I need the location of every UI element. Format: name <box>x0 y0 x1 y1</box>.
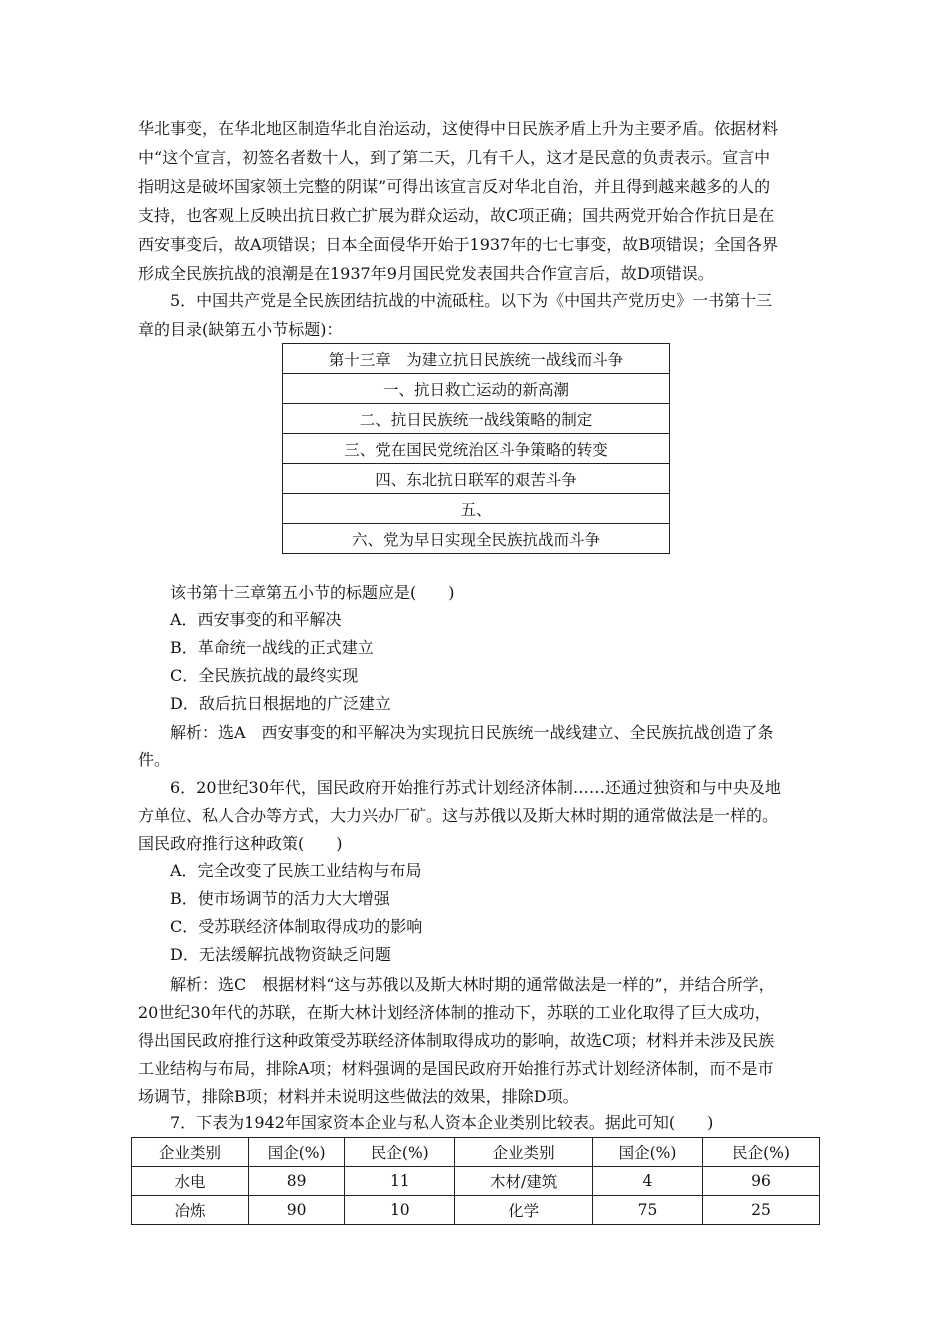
table-cell: 90 <box>248 1196 344 1225</box>
table-header: 国企(%) <box>248 1138 344 1167</box>
table-cell: 25 <box>703 1196 820 1225</box>
option-b: B．使市场调节的活力大大增强 <box>170 889 390 908</box>
question-stem: 方单位、私人合办等方式，大力兴办厂矿。这与苏俄以及斯大林时期的通常做法是一样的。 <box>138 806 779 825</box>
toc-row: 第十三章 为建立抗日民族统一战线而斗争 <box>283 344 670 374</box>
question-stem: 6．20世纪30年代，国民政府开始推行苏式计划经济体制……还通过独资和与中央及地 <box>170 778 781 797</box>
table-cell: 96 <box>703 1167 820 1196</box>
table-header-row <box>132 1138 820 1167</box>
table-row <box>132 1196 820 1225</box>
enterprise-comparison-table <box>131 1137 820 1225</box>
answer-analysis: 得出国民政府推行这种政策受苏联经济体制取得成功的影响，故选C项；材料并未涉及民族 <box>138 1031 775 1050</box>
table-header: 企业类别 <box>455 1138 593 1167</box>
text-line: 指明这是破坏国家领土完整的阴谋”可得出该宣言反对华北自治，并且得到越来越多的人的 <box>138 177 771 196</box>
option-b: B．革命统一战线的正式建立 <box>170 638 374 657</box>
option-a: A．完全改变了民族工业结构与布局 <box>170 861 422 880</box>
answer-analysis: 20世纪30年代的苏联，在斯大林计划经济体制的推动下，苏联的工业化取得了巨大成功， <box>138 1003 771 1022</box>
table-header: 民企(%) <box>703 1138 820 1167</box>
question-stem: 5．中国共产党是全民族团结抗战的中流砥柱。以下为《中国共产党历史》一书第十三 <box>170 291 773 310</box>
toc-row: 四、东北抗日联军的艰苦斗争 <box>283 464 670 494</box>
table-cell: 11 <box>345 1167 455 1196</box>
table-header: 国企(%) <box>592 1138 702 1167</box>
table-cell: 75 <box>592 1196 702 1225</box>
option-d: D．敌后抗日根据地的广泛建立 <box>170 694 391 713</box>
table-row <box>132 1167 820 1196</box>
option-c: C．受苏联经济体制取得成功的影响 <box>170 917 423 936</box>
table-cell: 化学 <box>455 1196 593 1225</box>
text-line: 中“这个宣言，初签名者数十人，到了第二天，几有千人，这才是民意的负责表示。宣言中 <box>138 148 771 167</box>
table-cell: 89 <box>248 1167 344 1196</box>
table-cell: 4 <box>592 1167 702 1196</box>
answer-analysis: 件。 <box>138 750 171 769</box>
option-d: D．无法缓解抗战物资缺乏问题 <box>170 945 391 964</box>
question-stem: 章的目录(缺第五小节标题)： <box>138 320 343 339</box>
toc-row: 六、党为早日实现全民族抗战而斗争 <box>283 524 670 554</box>
question-stem: 国民政府推行这种政策( ) <box>138 834 343 853</box>
toc-row: 二、抗日民族统一战线策略的制定 <box>283 404 670 434</box>
answer-analysis: 解析：选A 西安事变的和平解决为实现抗日民族统一战线建立、全民族抗战创造了条 <box>170 723 774 742</box>
text-line: 形成全民族抗战的浪潮是在1937年9月国民党发表国共合作宣言后，故D项错误。 <box>138 264 714 283</box>
table-header: 民企(%) <box>345 1138 455 1167</box>
table-cell: 10 <box>345 1196 455 1225</box>
table-cell: 水电 <box>132 1167 249 1196</box>
table-cell: 冶炼 <box>132 1196 249 1225</box>
text-line: 西安事变后，故A项错误；日本全面侵华开始于1937年的七七事变，故B项错误；全国各界 <box>138 235 779 254</box>
question-stem: 7．下表为1942年国家资本企业与私人资本企业类别比较表。据此可知( ) <box>170 1113 714 1132</box>
answer-analysis: 场调节，排除B项；材料并未说明这些做法的效果，排除D项。 <box>138 1087 579 1106</box>
answer-analysis: 解析：选C 根据材料“这与苏俄以及斯大林时期的通常做法是一样的”，并结合所学， <box>170 975 775 994</box>
toc-row: 三、党在国民党统治区斗争策略的转变 <box>283 434 670 464</box>
option-c: C．全民族抗战的最终实现 <box>170 666 359 685</box>
table-cell: 木材/建筑 <box>455 1167 593 1196</box>
toc-row: 一、抗日救亡运动的新高潮 <box>283 374 670 404</box>
text-line: 支持，也客观上反映出抗日救亡扩展为群众运动，故C项正确；国共两党开始合作抗日是在 <box>138 206 775 225</box>
question-prompt: 该书第十三章第五小节的标题应是( ) <box>170 583 455 602</box>
table-header: 企业类别 <box>132 1138 249 1167</box>
answer-analysis: 工业结构与布局，排除A项；材料强调的是国民政府开始推行苏式计划经济体制，而不是市 <box>138 1059 774 1078</box>
toc-row: 五、 <box>283 494 670 524</box>
table-of-contents <box>282 343 670 554</box>
text-line: 华北事变，在华北地区制造华北自治运动，这使得中日民族矛盾上升为主要矛盾。依据材料 <box>138 119 779 138</box>
option-a: A．西安事变的和平解决 <box>170 610 342 629</box>
